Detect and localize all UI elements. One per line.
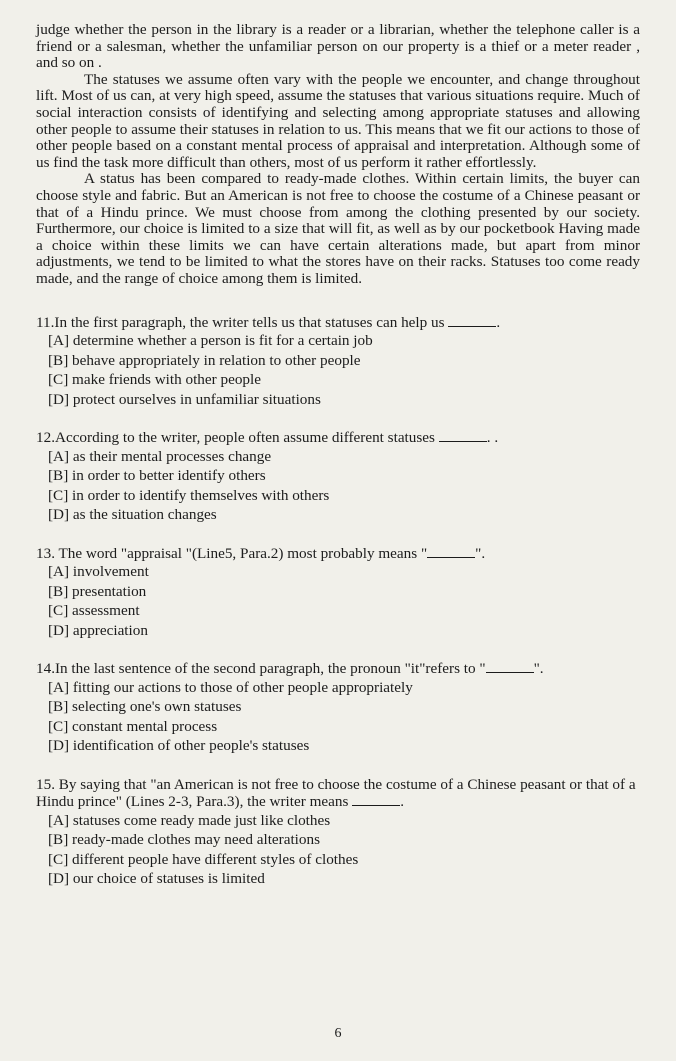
option-a: [A] determine whether a person is fit for a certain job <box>48 332 373 349</box>
option-list <box>36 811 640 889</box>
question-list <box>36 314 640 889</box>
option-d: [D] as the situation changes <box>48 506 217 523</box>
answer-blank <box>352 793 400 806</box>
answer-blank <box>427 545 475 558</box>
option-b: [B] in order to better identify others <box>48 467 266 484</box>
option-d: [D] identification of other people's statuses <box>48 737 310 754</box>
passage-paragraph-3: A status has been compared to ready-made clothes. Within certain limits, the buyer can choose style and fabric. But an American is not free to choose the costume of a Chinese peasant or that of a Hindu prince. We must choose from among the clothing presented by our society. Furthermore, our choice is limited to a size that will fit, as well as by our pocketbook Having made a choice within these limits we can have certain alterations made, but apart from minor adjustments, we tend to be limited to what the stores have on their racks. Statuses too come ready made, and the range of choice among them is limited. <box>36 170 640 287</box>
question-stem: 13. The word "appraisal "(Line5, Para.2) most probably means " ". <box>36 544 486 562</box>
option-list <box>36 678 640 756</box>
option-list <box>36 331 640 409</box>
option-d: [D] protect ourselves in unfamiliar situations <box>48 390 321 408</box>
answer-blank <box>448 314 496 327</box>
option-c: [C] assessment <box>48 602 140 619</box>
option-c: [C] constant mental process <box>48 717 218 735</box>
option-a: [A] fitting our actions to those of other people appropriately <box>48 678 413 696</box>
question-stem: 11.In the first paragraph, the writer tells us that statuses can help us . <box>36 313 501 331</box>
option-b: [B] behave appropriately in relation to other people <box>48 351 361 369</box>
option-d: [D] appreciation <box>48 621 148 639</box>
option-c: [C] make friends with other people <box>48 371 261 388</box>
option-a: [A] statuses come ready made just like clothes <box>48 811 331 829</box>
question-11 <box>36 314 640 410</box>
question-14 <box>36 660 640 756</box>
answer-blank <box>486 660 534 673</box>
page-number: 6 <box>334 1026 342 1041</box>
option-a: [A] involvement <box>48 563 149 580</box>
option-b: [B] presentation <box>48 582 147 600</box>
question-15 <box>36 776 640 889</box>
option-c: [C] in order to identify themselves with others <box>48 486 330 504</box>
question-stem: 14.In the last sentence of the second paragraph, the pronoun "it"refers to " ". <box>36 660 544 677</box>
question-stem: 15. By saying that "an American is not free to choose the costume of a Chinese peasant or that of a Hindu prince" (Lines 2-3, Para.3), the writer means . <box>36 775 636 810</box>
option-d: [D] our choice of statuses is limited <box>48 870 265 887</box>
question-stem: 12.According to the writer, people often assume different statuses . . <box>36 429 499 446</box>
passage-paragraph-2: The statuses we assume often vary with the people we encounter, and change throughout lift. Most of us can, at very high speed, assume the statuses that various situations require. Much of social interaction consists of identifying and selecting among appropriate statuses and allowing other people to assume their statuses in relation to us. This means that we fit our actions to those of other people based on a constant mental process of appraisal and interpretation. Although some of us find the task more difficult than others, most of us perform it rather effortlessly. <box>36 70 640 171</box>
reading-passage <box>36 22 640 288</box>
question-12 <box>36 429 640 525</box>
option-b: [B] selecting one's own statuses <box>48 698 242 715</box>
option-list <box>36 447 640 525</box>
option-b: [B] ready-made clothes may need alterations <box>48 831 320 848</box>
passage-paragraph-1: judge whether the person in the library is a reader or a librarian, whether the telephone caller is a friend or a salesman, whether the unfamiliar person on our property is a thief or a meter reader , and so on . <box>36 21 640 72</box>
option-list <box>36 562 640 640</box>
question-13 <box>36 545 640 641</box>
answer-blank <box>439 429 487 442</box>
option-a: [A] as their mental processes change <box>48 447 272 465</box>
option-c: [C] different people have different styles of clothes <box>48 850 359 868</box>
